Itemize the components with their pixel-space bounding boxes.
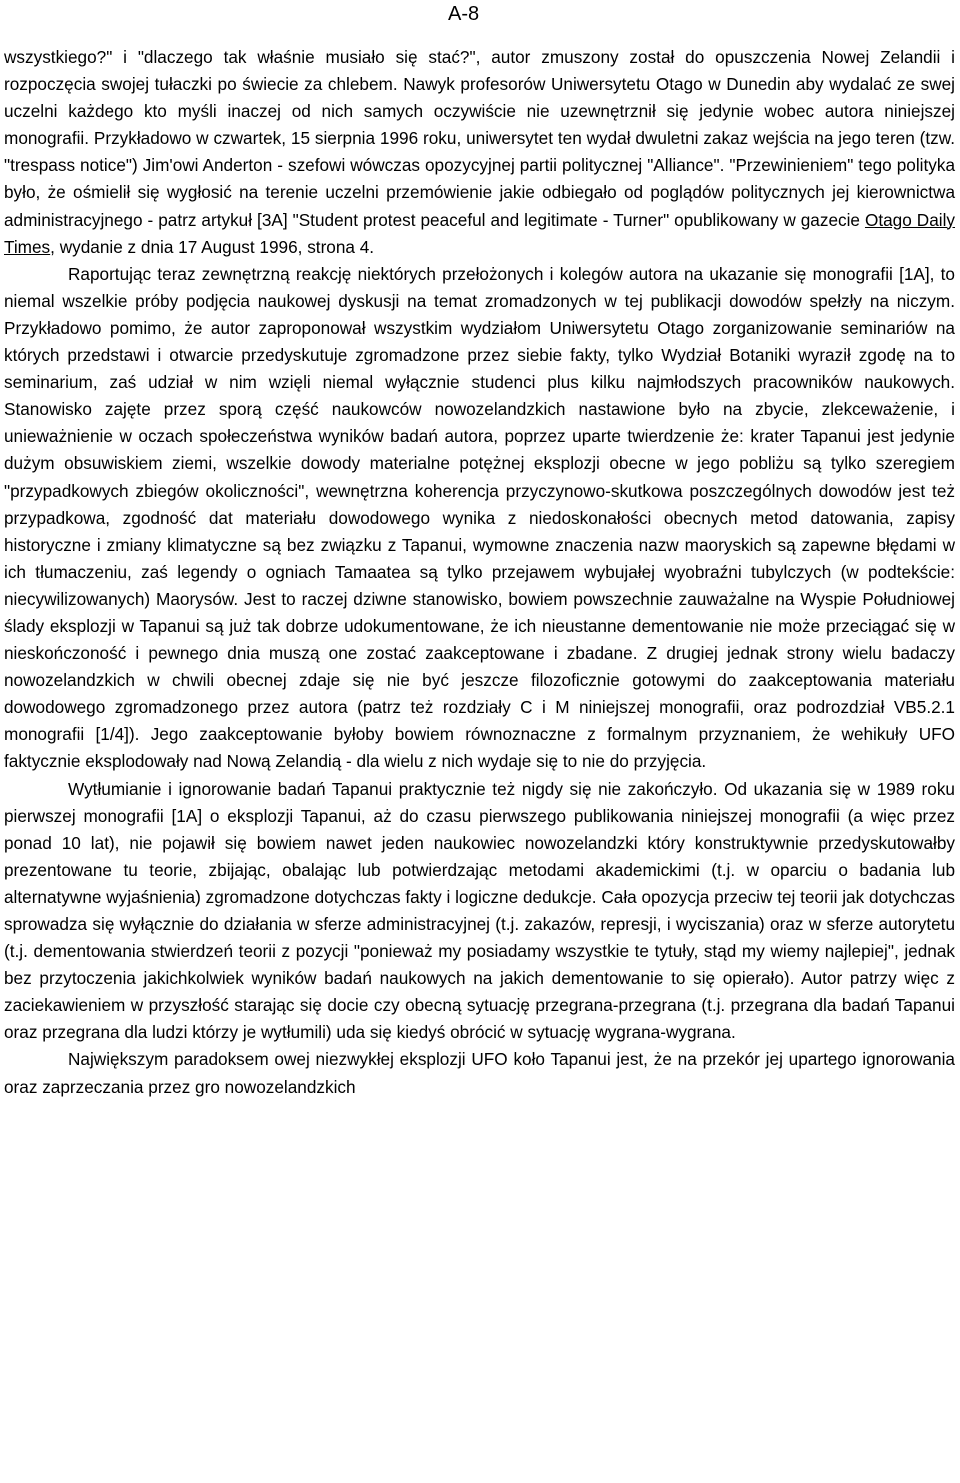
paragraph-1-text-a: wszystkiego?" i "dlaczego tak właśnie musiało się stać?", autor zmuszony został do opuszczenia Nowej Zelandii i rozpoczęcia swojej tułaczki po świecie za chlebem. Nawyk profesorów Uniwersytetu Otago w Dunedin aby wydalać ze swej uczelni każdego kto myśli inaczej od nich samych oczywiście nie uzewnętrznił się jedynie wobec autora niniejszej monografii. Przykładowo w czwartek, 15 sierpnia 1996 roku, uniwersytet ten wydał dwuletni zakaz wejścia na jego teren (tzw. "trespass notice") Jim'owi Anderton - szefowi wówczas opozycyjnej partii politycznej "Alliance". "Przewinieniem" tego polityka było, że ośmielił się wygłosić na terenie uczelni przemówienie jakie odbiegało od poglądów politycznych jej kierownictwa administracyjnego - patrz artykuł [3A] "Student protest peaceful and legitimate - Turner" opublikowany w gazecie <box>4 47 955 230</box>
paragraph-4 <box>4 1046 955 1100</box>
paragraph-3-text: Wytłumianie i ignorowanie badań Tapanui praktycznie też nigdy się nie zakończyło. Od ukazania się w 1989 roku pierwszej monografii [1A] o eksplozji Tapanui, aż do czasu pierwszego publikowania niniejszej monografii (a więc przez ponad 10 lat), nie pojawił się bowiem nawet jeden naukowiec nowozelandzki który konstruktywnie przedyskutowałby prezentowane tu teorie, zbijając, obalając lub potwierdzając metodami akademickimi (t.j. w oparciu o badania lub alternatywne wyjaśnienia) zgromadzone dotychczas fakty i logiczne dedukcje. Cała opozycja przeciw tej teorii jak dotychczas sprowadza się wyłącznie do działania w sferze administracyjnej (t.j. zakazów, represji, i wyciszania) oraz w sferze autorytetu (t.j. dementowania stwierdzeń teorii z pozycji "ponieważ my posiadamy wszystkie te tytuły, stąd my wiemy najlepiej", jednak bez przytoczenia jakichkolwiek wyników badań naukowych na jakich dementowanie to się opierało). Autor patrzy więc z zaciekawieniem w przyszłość starając się docie czy obecną sytuację przegrana-przegrana (t.j. przegrana dla badań Tapanui oraz przegrana dla ludzi którzy je wytłumili) uda się kiedyś obrócić w sytuację wygrana-wygrana. <box>4 778 955 1043</box>
paragraph-2 <box>4 261 955 776</box>
paragraph-2-text: Raportując teraz zewnętrzną reakcję niektórych przełożonych i kolegów autora na ukazanie się monografii [1A], to niemal wszelkie próby podjęcia naukowej dyskusji na temat zromadzonych w tej publikacji dowodów spełzły na niczym. Przykładowo pomimo, że autor zaproponował wszystkim wydziałom Uniwersytetu Otago zorganizowanie seminariów na których przedstawi i otwarcie przedyskutuje zgromadzone przez siebie fakty, tylko Wydział Botaniki wyraził zgodę na to seminarium, zaś udział w nim wzięli niemal wyłącznie studenci plus kilku najmłodszych pracowników naukowych. Stanowisko zajęte przez sporą część naukowców nowozelandzkich nastawione było na zbycie, zlekceważenie, i unieważnienie w oczach społeczeństwa wyników badań autora, poprzez uparte twierdzenie że: krater Tapanui jest jedynie dużym obsuwiskiem ziemi, wszelkie dowody materialne potężnej eksplozji obecne w jego pobliżu są tylko szeregiem "przypadkowych zbiegów okoliczności", wewnętrzna koherencja przyczynowo-skutkowa poszczególnych dowodów jest też przypadkowa, zgodność dat materiału dowodowego wynika z niedoskonałości obecnych metod datowania, zapisy historyczne i zmiany klimatyczne są bez związku z Tapanui, wymowne znaczenia nazw maoryskich są zapewne błędami w ich tłumaczeniu, zaś legendy o ogniach Tamaatea są tylko przejawem wybujałej wyobraźni tubylczych (w podtekście: niecywilizowanych) Maorysów. Jest to raczej dziwne stanowisko, bowiem powszechnie zauważalne na Wyspie Południowej ślady eksplozji w Tapanui są już tak dobrze udokumentowane, że ich nieustanne dementowanie nie może przeciągać się w nieskończoność i pewnego dnia muszą one zostać zaakceptowane i zbadane. Z drugiej jednak strony wielu badaczy nowozelandzkich w chwili obecnej zdaje się nie być jeszcze filozoficznie gotowymi do zaakceptowania materiału dowodowego zgromadzonego przez autora (patrz też rozdziały C i M niniejszej monografii, oraz podrozdział VB5.2.1 monografii [1/4]). Jego zaakceptowanie byłoby bowiem równoznaczne z formalnym przyznaniem, że wehikuły UFO faktycznie eksplodowały nad Nową Zelandią - dla wielu z nich wydaje się to nie do przyjęcia. <box>4 263 955 772</box>
newspaper-title: Otago Daily Times <box>4 209 955 257</box>
paragraph-3 <box>4 776 955 1047</box>
paragraph-1-text-b: , wydanie z dnia 17 August 1996, strona 4. <box>50 236 375 257</box>
paragraph-4-text: Największym paradoksem owej niezwykłej eksplozji UFO koło Tapanui jest, że na przekór jej upartego ignorowania oraz zaprzeczania przez gro nowozelandzkich <box>4 1049 955 1097</box>
page-number: A-8 <box>448 3 480 25</box>
document-body <box>4 44 955 1101</box>
paragraph-1 <box>4 44 955 261</box>
